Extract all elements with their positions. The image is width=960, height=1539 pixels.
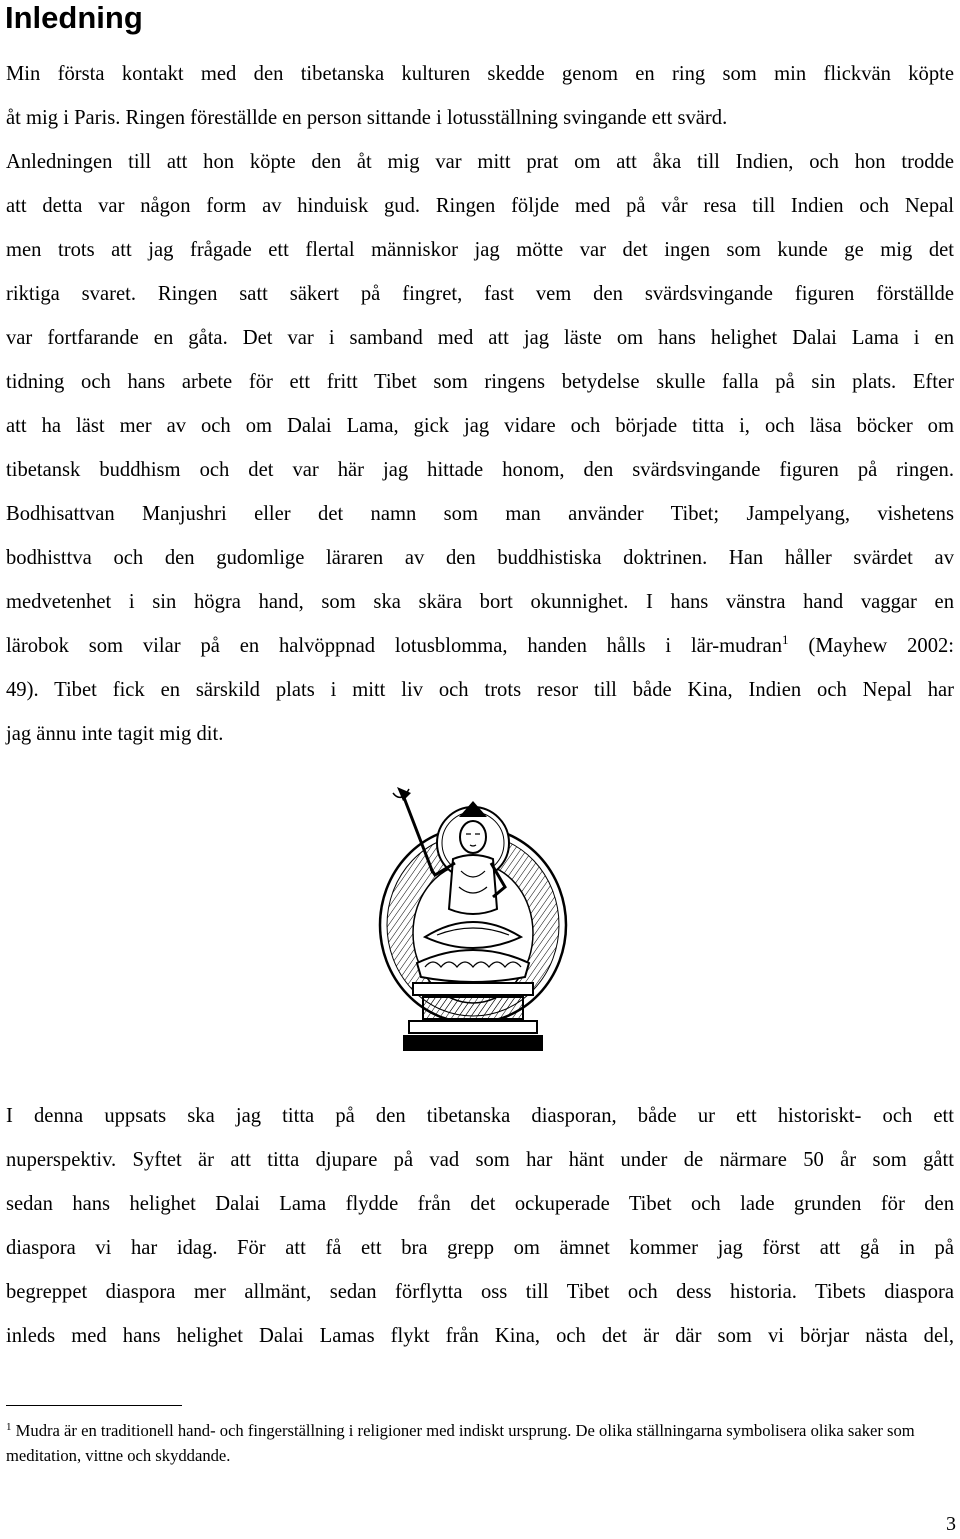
paragraph-line: bodhisttva och den gudomlige läraren av den buddhistiska doktrinen. Han håller svärdet av [6, 547, 954, 569]
purpose-paragraph [6, 1094, 954, 1358]
paragraph-line: att detta var någon form av hinduisk gud. Ringen följde med på vår resa till Indien och Nepal [6, 195, 954, 217]
paragraph-line: Min första kontakt med den tibetanska kulturen skedde genom en ring som min flickvän köpte [6, 63, 954, 85]
section-heading: Inledning [5, 0, 143, 35]
paragraph-line: 49). Tibet fick en särskild plats i mitt liv och trots resor till både Kina, Indien och Nepal har [6, 679, 954, 701]
paragraph-line-with-footnote [6, 624, 954, 668]
paragraph-line: riktiga svaret. Ringen satt säkert på fingret, fast vem den svärdsvingande figuren förställde [6, 283, 954, 305]
footnote-reference[interactable]: 1 [782, 632, 789, 647]
paragraph-line: sedan hans helighet Dalai Lama flydde från det ockuperade Tibet och lade grunden för den [6, 1193, 954, 1215]
paragraph-line: medvetenhet i sin högra hand, som ska skära bort okunnighet. I hans vänstra hand vaggar en [6, 591, 954, 613]
page-number: 3 [946, 1513, 956, 1535]
footnote-divider [6, 1405, 182, 1406]
paragraph-line: begreppet diaspora mer allmänt, sedan förflytta oss till Tibet och dess historia. Tibets diaspora [6, 1281, 954, 1303]
lotus-throne [403, 950, 543, 1051]
paragraph-line: nuperspektiv. Syftet är att titta djupare på vad som har hänt under de närmare 50 år som gått [6, 1149, 954, 1171]
paragraph-line: tidning och hans arbete för ett fritt Tibet som ringens betydelse skulle falla på sin plats. Efter [6, 371, 954, 393]
paragraph-line: I denna uppsats ska jag titta på den tibetanska diasporan, både ur ett historiskt- och ett [6, 1105, 954, 1127]
paragraph-line: Bodhisattvan Manjushri eller det namn som man använder Tibet; Jampelyang, vishetens [6, 503, 954, 525]
paragraph-line: Anledningen till att hon köpte den åt mig var mitt prat om att åka till Indien, och hon trodde [6, 151, 954, 173]
paragraph-line: att ha läst mer av och om Dalai Lama, gick jag vidare och började titta i, och läsa böcker om [6, 415, 954, 437]
footnote-marker: 1 [6, 1421, 12, 1433]
intro-paragraph [6, 52, 954, 756]
paragraph-line: diaspora vi har idag. För att få ett bra grepp om ämnet kommer jag först att gå in på [6, 1237, 954, 1259]
paragraph-line: var fortfarande en gåta. Det var i samband med att jag läste om hans helighet Dalai Lama i en [6, 327, 954, 349]
paragraph-line: åt mig i Paris. Ringen föreställde en person sittande i lotusställning svingande ett svärd. [6, 107, 728, 129]
manjushri-illustration [375, 787, 571, 1057]
paragraph-line: jag ännu inte tagit mig dit. [6, 723, 224, 745]
footnote [6, 1418, 954, 1468]
paragraph-line: inleds med hans helighet Dalai Lamas flykt från Kina, och det är där som vi börjar nästa del, [6, 1325, 954, 1347]
paragraph-line: men trots att jag frågade ett flertal människor jag mötte var det ingen som kunde ge mig det [6, 239, 954, 261]
line-text: (Mayhew 2002: [788, 635, 955, 657]
paragraph-line: tibetansk buddhism och det var här jag hittade honom, den svärdsvingande figuren på ringen. [6, 459, 954, 481]
footnote-text: Mudra är en traditionell hand- och fingerställning i religioner med indiskt ursprung. De olika ställningarna symbolisera olika saker som meditation, vittne och skyddande. [6, 1421, 915, 1465]
line-text: lärobok som vilar på en halvöppnad lotusblomma, handen hålls i lär-mudran [6, 635, 783, 657]
